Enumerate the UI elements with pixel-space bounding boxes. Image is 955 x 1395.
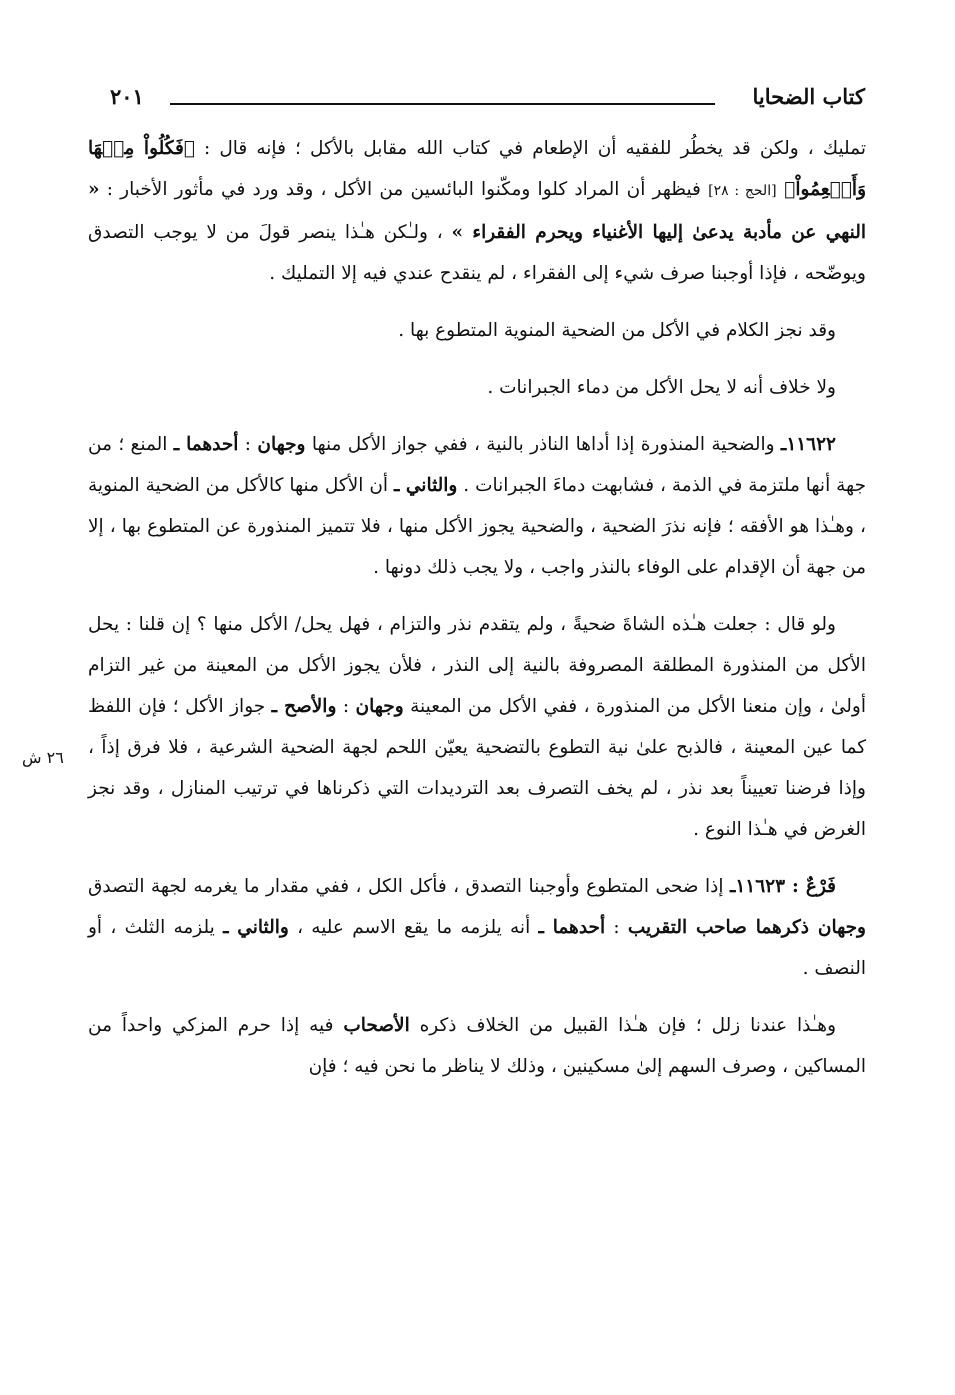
text-run: ، ولـٰكن هـٰذا ينصر قولَ من لا يوجب التصدق ويوضّحه ، فإذا أوجبنا صرف شيء إلى الفقراء ، لم ينقدح عندي فيه إلا التمليك .: [88, 222, 866, 284]
bold-term: وجهان ذكرهما صاحب التقريب: [627, 917, 866, 938]
paragraph-2: وقد نجز الكلام في الأكل من الضحية المنوية المتطوع بها .: [398, 320, 836, 341]
bold-term: أحدهما ـ: [173, 434, 239, 455]
page-number: ٢٠١: [110, 82, 152, 112]
text-run: :: [605, 917, 628, 938]
text-run: تمليك ، ولكن قد يخطُر للفقيه أن الإطعام في كتاب الله مقابل بالأكل ؛ فإنه قال :: [194, 138, 866, 159]
paragraph-5: [88, 604, 866, 850]
quran-quote: ﴿فَكُلُواْ مِنۡهَا وَأَطۡعِمُواْ﴾: [88, 138, 866, 200]
issue-number: : ١١٦٢٣ـ: [729, 876, 806, 897]
running-header: [110, 82, 865, 116]
paragraph-1: [88, 128, 866, 294]
text-run: يلزمه الثلث ، أو النصف .: [88, 917, 866, 979]
margin-note: ٢٦ ش: [22, 748, 64, 767]
text-run: جواز الأكل ؛ فإن اللفظ كما عين المعينة ، فالذبح علىٰ نية التطوع بالتضحية يعيّن اللحم لجهة الضحية الشرعية ، فلا فرق إذاً ، وإذا فرضنا تعييناً بعد نذر ، لم يخف التصرف بعد الترديدات التي ذكرناها في ترتيب المنازل ، وقد نجز الغرض في هـٰذا النوع .: [88, 696, 866, 840]
bold-term: والأصح ـ: [271, 696, 337, 717]
text-run: :: [336, 696, 356, 717]
text-run: والضحية المنذورة إذا أداها الناذر بالنية ، ففي جواز الأكل منها: [305, 434, 781, 455]
text-run: وهـٰذا عندنا زلل ؛ فإن هـٰذا القبيل من الخلاف ذكره: [409, 1015, 836, 1036]
text-run: فيه إذا حرم المزكي واحداً من المساكين ، وصرف السهم إلىٰ مسكينين ، وذلك لا يناظر ما نحن فيه ؛ فإن: [88, 1015, 866, 1077]
page-body: [88, 128, 866, 1087]
header-rule: [170, 103, 715, 105]
text-run: :: [238, 434, 258, 455]
paragraph-7: [88, 1005, 866, 1087]
text-run: أنه يلزمه ما يقع الاسم عليه ،: [288, 917, 539, 938]
quran-reference: [الحج : ٢٨]: [708, 183, 777, 199]
paragraph-6: [88, 866, 866, 989]
bold-term: أحدهما ـ: [538, 917, 606, 938]
paragraph-4: [88, 424, 866, 588]
text-run: إذا ضحى المتطوع وأوجبنا التصدق ، فأكل الكل ، ففي مقدار ما يغرمه لجهة التصدق: [88, 876, 730, 897]
bold-term: وجهان: [257, 434, 306, 455]
hadith-quote: « النهي عن مأدبة يدعىٰ إليها الأغنياء ويحرم الفقراء »: [88, 179, 866, 243]
text-run: فيظهر أن المراد كلوا ومكّنوا البائسين من الأكل ، وقد ورد في مأثور الأخبار :: [99, 179, 709, 200]
bold-term: الأصحاب: [343, 1015, 410, 1036]
bold-term: والثاني ـ: [223, 917, 289, 938]
bold-term: وجهان: [355, 696, 404, 717]
text-run: المنع ؛ من جهة أنها ملتزمة في الذمة ، فشابهت دماءَ الجبرانات .: [88, 434, 866, 496]
far-label: فَرْعٌ: [805, 876, 836, 897]
text-run: ولو قال : جعلت هـٰذه الشاةَ ضحيةً ، ولم يتقدم نذر والتزام ، فهل يحل/ الأكل منها ؟ إن قلنا : يحل الأكل من المنذورة المطلقة المصروفة بالنية إلى النذر ، فلأن يجوز الأكل من المعينة من غير التزام أولىٰ ، وإن منعنا الأكل من المنذورة ، ففي الأكل من المعينة: [88, 614, 866, 717]
issue-number: ١١٦٢٢ـ: [780, 434, 836, 455]
book-title: كتاب الضحايا: [745, 82, 865, 112]
text-run: أن الأكل منها كالأكل من الضحية المنوية ، وهـٰذا هو الأفقه ؛ فإنه نذرَ الضحية ، والضحية يجوز الأكل منها ، فلا تتميز المنذورة عن المتطوع بها ، إلا من جهة أن الإقدام على الوفاء بالنذر واجب ، ولا يجب ذلك دونها .: [88, 475, 866, 578]
bold-term: والثاني ـ: [393, 475, 458, 496]
paragraph-3: ولا خلاف أنه لا يحل الأكل من دماء الجبرانات .: [487, 377, 836, 398]
